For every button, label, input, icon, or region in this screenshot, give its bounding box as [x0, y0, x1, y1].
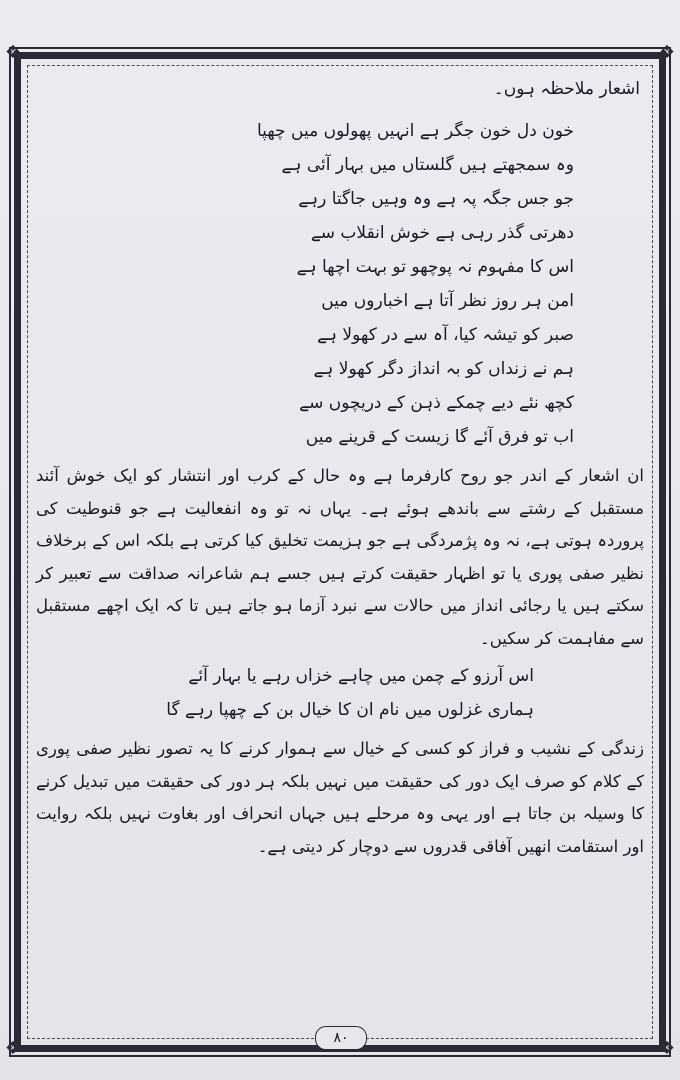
verse-line: جو جس جگہ پہ ہے وہ وہیں جاگتا رہے: [298, 189, 574, 209]
ornament-icon: ❖: [658, 42, 676, 63]
verse-line: دھرتی گذر رہی ہے خوش انقلاب سے: [310, 223, 574, 243]
ornament-icon: ❖: [4, 1038, 22, 1059]
poem-block-one: [36, 114, 644, 454]
verse-line: وہ سمجھتے ہیں گلستاں میں بہار آئی ہے: [281, 155, 574, 175]
ornament-icon: ❖: [658, 1038, 676, 1059]
paragraph-two: زندگی کے نشیب و فراز کو کسی کے خیال سے ہموار کرنے کا یہ تصور نظیر صفی پوری کے کلام کو صرف ایک دور کی حقیقت میں نہیں بلکہ ہر دور کی حقیقت میں تبدیل کرنے کا وسیلہ بن جاتا ہے اور یہی وہ مرحلے ہیں جہاں انحراف اور بغاوت نہیں بلکہ روایت اور استقامت انھیں آفاقی قدروں سے دوچار کر دیتی ہے۔: [36, 739, 644, 856]
ornament-icon: ❖: [4, 42, 22, 63]
verse-line: صبر کو تیشہ کیا، آہ سے در کھولا ہے: [317, 325, 574, 345]
verse-line: ہم نے زنداں کو بہ انداز دگر کھولا ہے: [313, 359, 574, 379]
verse-line: خون دل خون جگر ہے انہیں پھولوں میں چھپا: [256, 121, 574, 141]
poem-block-two: [36, 659, 644, 727]
intro-heading: اشعار ملاحظہ ہوں۔: [493, 79, 640, 99]
verse-line: اس آرزو کے چمن میں چاہے خزاں رہے یا بہار آئے: [188, 666, 534, 686]
verse-line: اب تو فرق آئے گا زیست کے قرینے میں: [305, 427, 574, 447]
verse-line: اس کا مفہوم نہ پوچھو تو بہت اچھا ہے: [296, 257, 574, 277]
verse-line: ہماری غزلوں میں نام ان کا خیال بن کے چھپا رہے گا: [166, 700, 534, 720]
verse-line: کچھ نئے دیے چمکے ذہن کے دریچوں سے: [299, 393, 574, 413]
page-number: ۸۰: [315, 1026, 367, 1050]
paragraph-one: ان اشعار کے اندر جو روح کارفرما ہے وہ حال کے کرب اور انتشار کو ایک خوش آئند مستقبل کے رشتے سے باندھے ہوئے ہے۔ یہاں نہ تو وہ انفعالیت ہے جو قنوطیت کی پروردہ ہوتی ہے، نہ وہ پژمردگی ہے جو ہزیمت تخلیق کیا کرتی ہے بلکہ اس کے برخلاف نظیر صفی پوری یا تو اظہار حقیقت کرتے ہیں جسے ہم شاعرانہ صداقت سے تعبیر کر سکتے ہیں یا رجائی انداز میں حالات سے نبرد آزما ہو جاتے ہیں تا کہ ایک اچھے مستقبل سے مفاہمت کر سکیں۔: [36, 466, 644, 648]
page-content: [36, 72, 644, 1020]
verse-line: امن ہر روز نظر آتا ہے اخباروں میں: [321, 291, 574, 311]
